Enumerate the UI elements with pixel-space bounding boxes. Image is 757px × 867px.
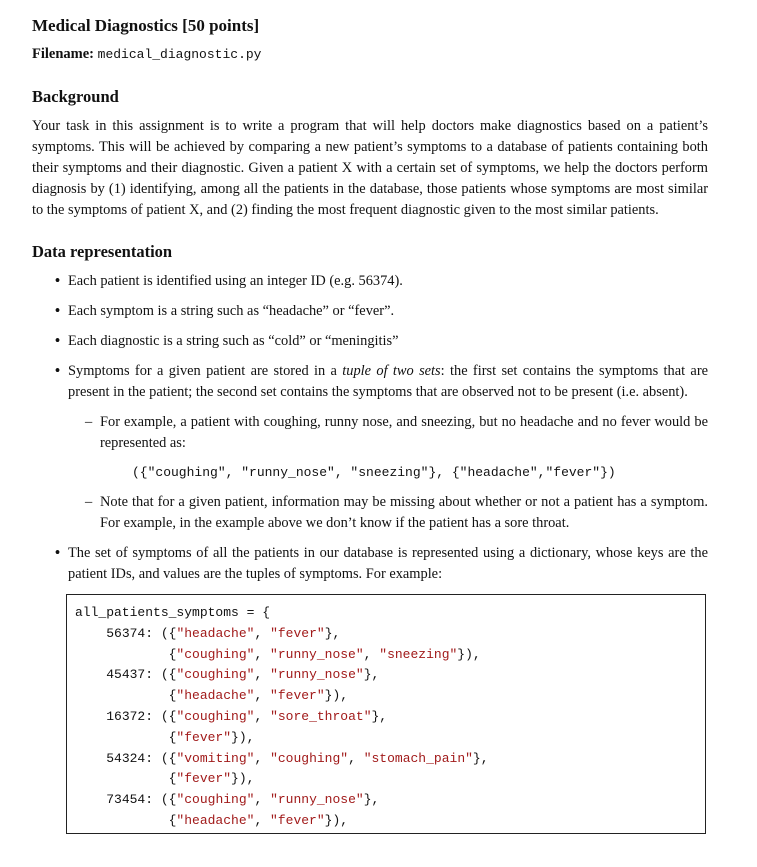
code-string-literal: "coughing": [176, 792, 255, 808]
code-listing: [66, 594, 706, 834]
filename-line: [32, 45, 708, 64]
code-entry-line: 73454: ({"coughing", "runny_nose"},: [106, 792, 380, 808]
code-string-literal: "coughing": [176, 708, 255, 724]
code-string-literal: "headache": [176, 625, 255, 641]
list-item: [32, 271, 708, 292]
document-page: [32, 16, 708, 834]
code-string-literal: "fever": [270, 812, 325, 828]
list-item: [32, 331, 708, 352]
code-entry-line: 45437: ({"coughing", "runny_nose"},: [106, 667, 380, 683]
code-entry-line: 54324: ({"vomiting", "coughing", "stomach_pain"},: [106, 750, 489, 766]
code-string-literal: "runny_nose": [270, 792, 364, 808]
code-string-literal: "fever": [176, 729, 232, 745]
bullet-text-diagnostic: Each diagnostic is a string such as “cold” or “meningitis”: [68, 333, 399, 349]
sub-text-example: For example, a patient with coughing, runny nose, and sneezing, but no headache and no fever would be represented as:: [100, 414, 708, 451]
code-header-line: all_patients_symptoms = {: [75, 605, 271, 620]
bullet-icon: •: [55, 545, 61, 561]
document-title: Medical Diagnostics [50 points]: [32, 16, 260, 35]
list-item: [32, 543, 708, 585]
bullet-text-tuple-pre: Symptoms for a given patient are stored in a: [68, 363, 343, 379]
code-string-literal: "runny_nose": [270, 667, 364, 683]
code-string-literal: "coughing": [176, 646, 255, 662]
code-string-literal: "coughing": [176, 667, 255, 683]
code-entry-continuation-line: {"headache", "fever"}),: [75, 688, 349, 704]
code-entry-continuation-line: {"headache", "fever"}),: [75, 812, 349, 828]
dash-icon: –: [85, 494, 93, 510]
background-heading: Background: [32, 87, 119, 106]
tuple-example-code: ({"coughing", "runny_nose", "sneezing"}, {"headache","fever"}): [132, 465, 616, 480]
sub-list-item: [68, 492, 708, 534]
code-entry-continuation-line: {"fever"}),: [75, 771, 255, 787]
code-string-literal: "fever": [270, 625, 325, 641]
bullet-icon: •: [55, 363, 61, 379]
filename-value: medical_diagnostic.py: [97, 47, 262, 62]
list-item: [32, 301, 708, 322]
bullet-text-tuple-post: : the first set contains the symptoms that are present in the patient; the second set contains the symptoms that are observed not to be present (i.e. absent).: [68, 363, 708, 400]
sub-text-missing-info: Note that for a given patient, information may be missing about whether or not a patient has a symptom. For example, in the example above we don’t know if the patient has a sore throat.: [100, 494, 708, 531]
code-string-literal: "headache": [176, 688, 255, 704]
code-patient-id: 56374: [106, 625, 146, 641]
bullet-text-patient-id: Each patient is identified using an integer ID (e.g. 56374).: [68, 273, 403, 289]
code-entry-line: 56374: ({"headache", "fever"},: [106, 625, 341, 641]
code-string-literal: "fever": [176, 771, 232, 787]
bullet-icon: •: [55, 273, 61, 289]
code-string-literal: "coughing": [270, 750, 349, 766]
code-string-literal: "fever": [270, 688, 325, 704]
sub-list-item: [68, 412, 708, 483]
code-patient-id: 73454: [106, 792, 146, 808]
code-string-literal: "stomach_pain": [363, 750, 473, 766]
background-paragraph: Your task in this assignment is to write a program that will help doctors make diagnostics based on a patient’s symptoms. This will be achieved by comparing a new patient’s symptoms to a database of patients containing both their symptoms and their diagnostic. Given a patient X with a certain set of symptoms, we help the doctors perform diagnosis by (1) identifying, among all the patients in the database, those patients whose symptoms are most similar to the symptoms of patient X, and (2) finding the most frequent diagnostic given to the most similar patients.: [32, 118, 708, 218]
code-entry-continuation-line: {"fever"}),: [75, 729, 255, 745]
tuple-sublist: [68, 412, 708, 534]
code-string-literal: "runny_nose": [270, 646, 364, 662]
bullet-text-tuple-em: tuple of two sets: [342, 363, 441, 379]
code-string-literal: "headache": [176, 812, 255, 828]
code-patient-id: 16372: [106, 708, 146, 724]
data-representation-list: [32, 271, 708, 585]
code-string-literal: "sneezing": [379, 646, 458, 662]
bullet-icon: •: [55, 303, 61, 319]
dash-icon: –: [85, 414, 93, 430]
code-entry-line: 16372: ({"coughing", "sore_throat"},: [106, 708, 388, 724]
code-entry-continuation-line: {"coughing", "runny_nose", "sneezing"}),: [75, 646, 481, 662]
code-string-literal: "vomiting": [176, 750, 255, 766]
data-representation-heading: Data representation: [32, 242, 173, 261]
code-patient-id: 45437: [106, 667, 146, 683]
bullet-icon: •: [55, 333, 61, 349]
list-item: [32, 361, 708, 534]
filename-label: Filename:: [32, 46, 95, 62]
bullet-text-symptom: Each symptom is a string such as “headache” or “fever”.: [68, 303, 395, 319]
bullet-text-dictionary: The set of symptoms of all the patients in our database is represented using a dictionary, whose keys are the patient IDs, and values are the tuples of symptoms. For example:: [68, 545, 708, 582]
code-string-literal: "sore_throat": [270, 708, 372, 724]
code-patient-id: 54324: [106, 750, 146, 766]
